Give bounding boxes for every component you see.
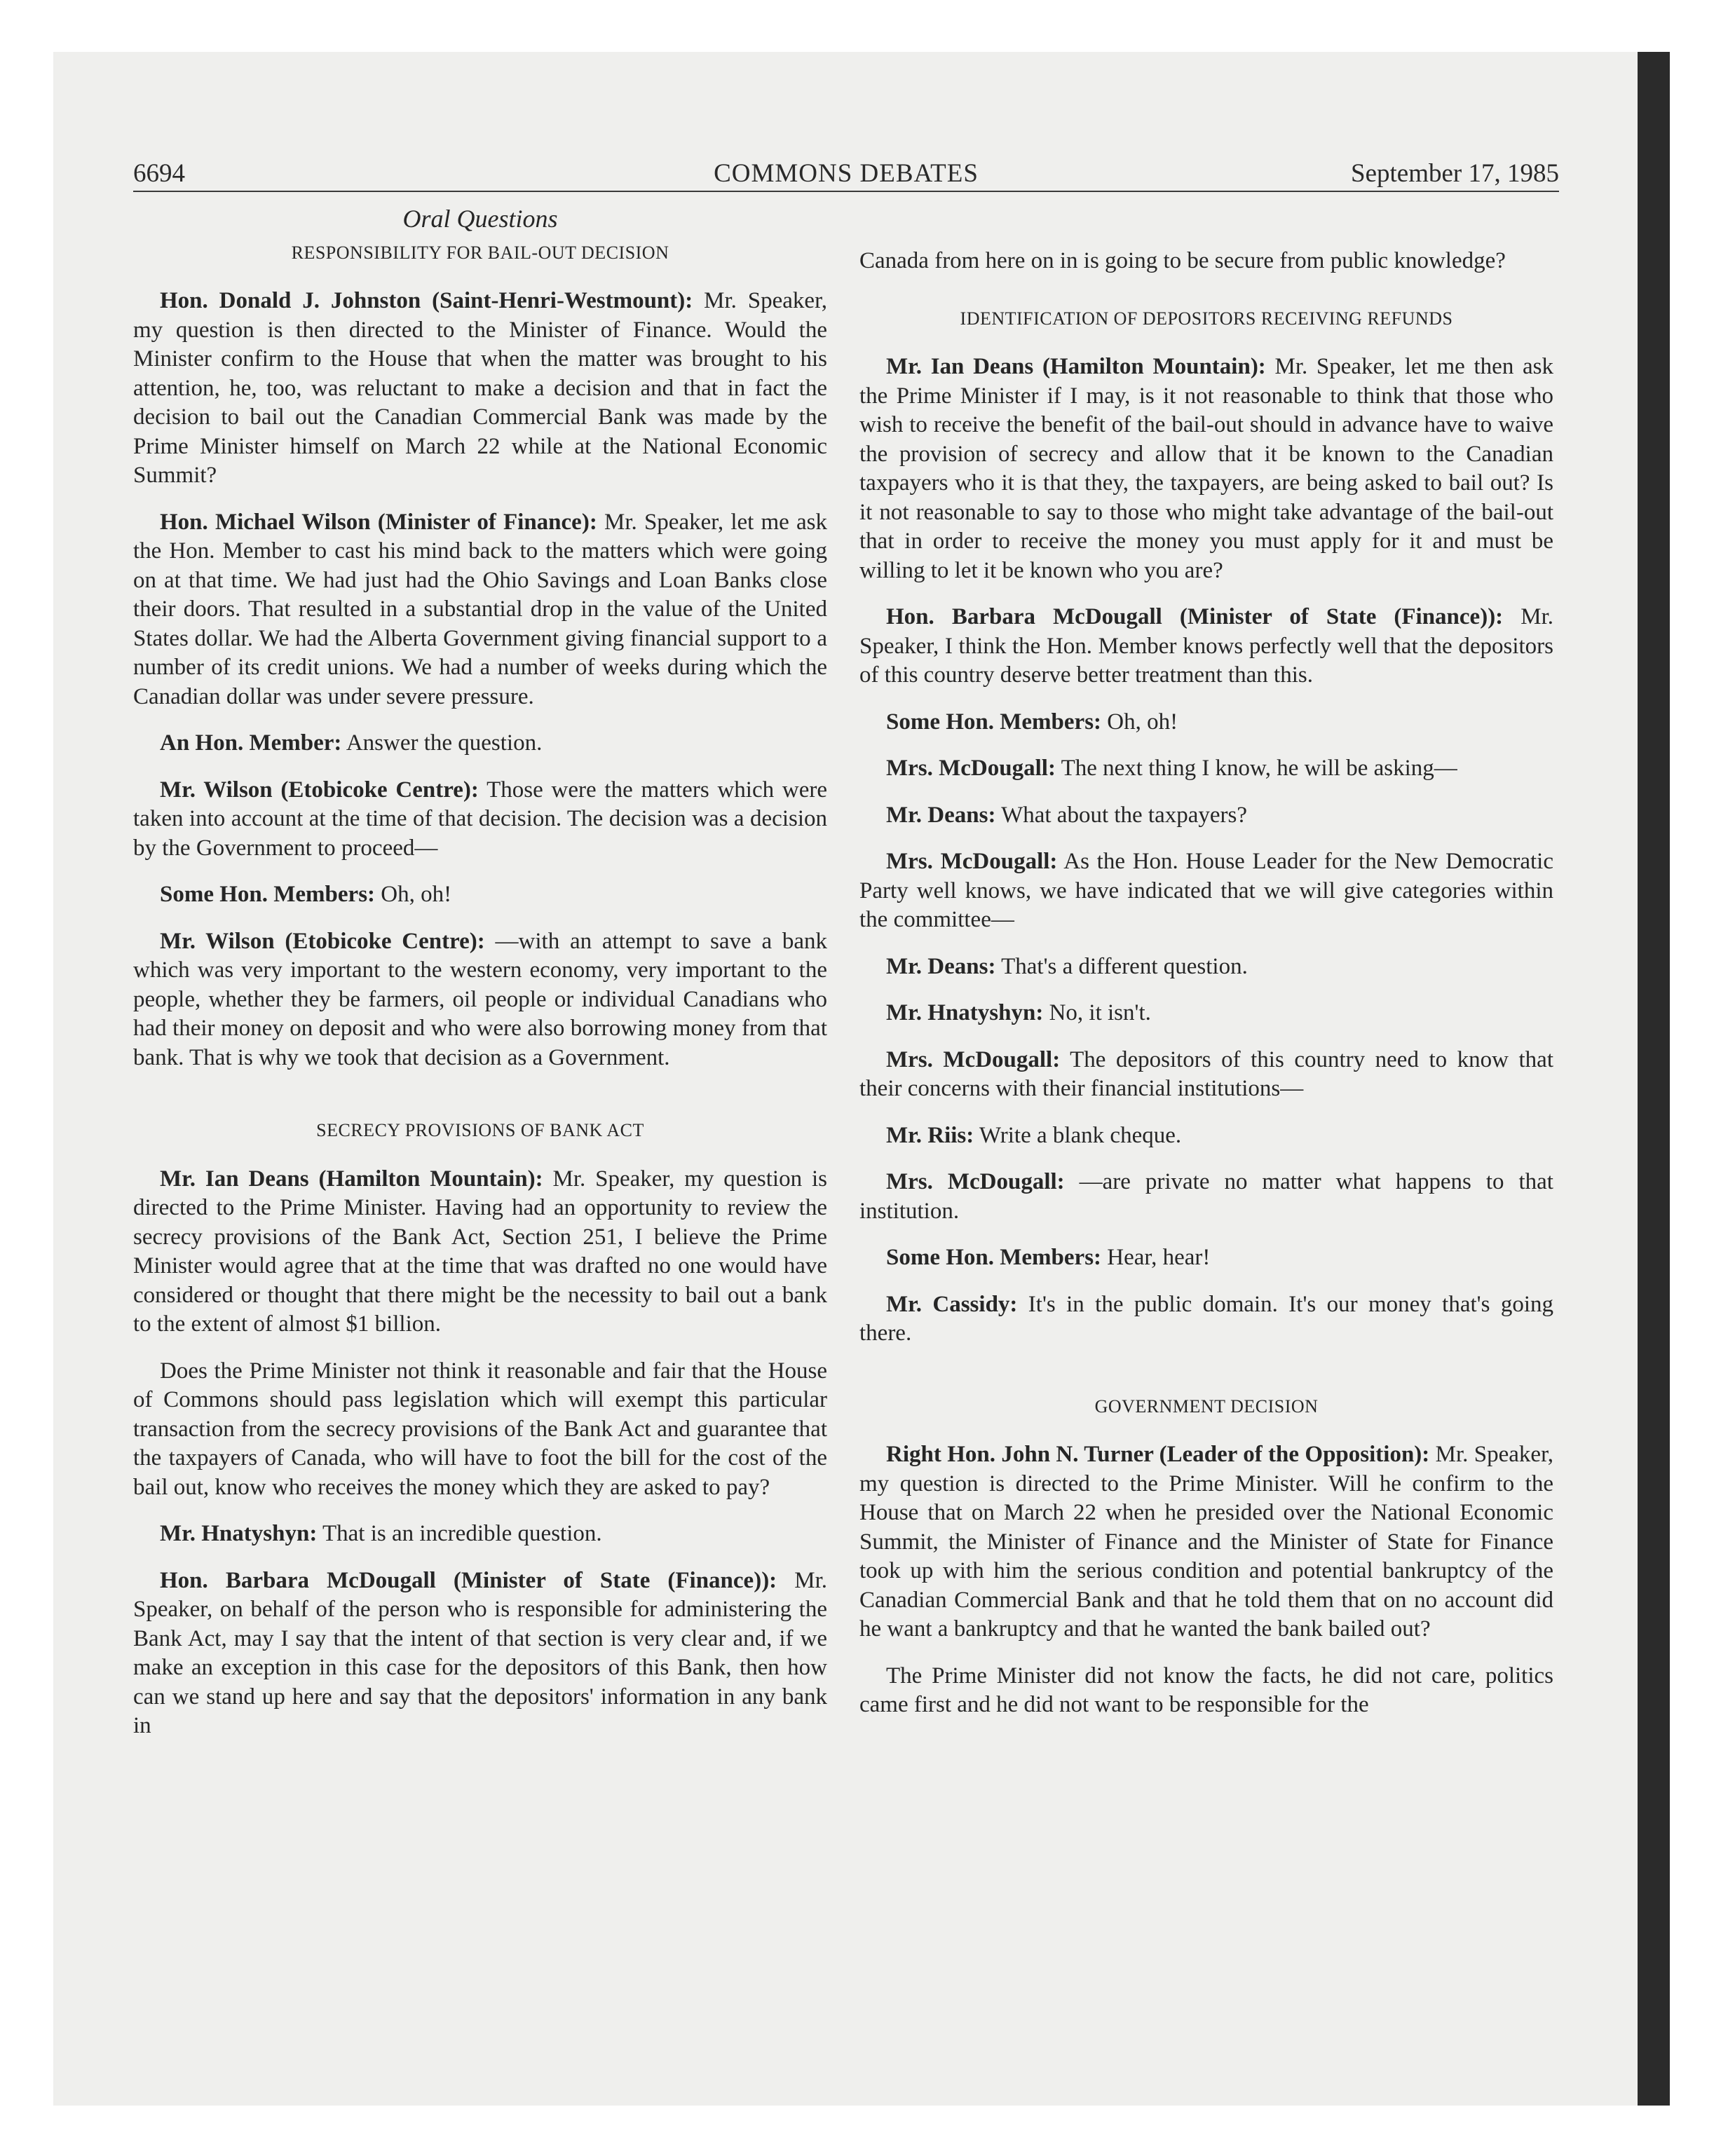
speaker-name: Right Hon. John N. Turner (Leader of the Opposition): [886,1442,1430,1467]
paragraph [133,1567,827,1741]
speech-text: Mr. Speaker, on behalf of the person who is responsible for administering the Bank Act, may I say that the intent of that section is very clear and, if we make an exception in this case for the depositors of this Bank, then how can we stand up here and say that the depositors' information in any bank in [133,1567,828,1738]
speech-text: Mr. Speaker, I think the Hon. Member knows perfectly well that the depositors of this country deserve better treatment than this. [859,604,1554,688]
speaker-name: Some Hon. Members: [886,709,1102,735]
speaker-name: Mrs. McDougall: [886,849,1058,874]
speech-text: —are private no matter what happens to that institution. [859,1169,1553,1224]
speech-text: Mr. Speaker, let me ask the Hon. Member to cast his mind back to the matters which were going on at that time. We had just had the Ohio Savings and Loan Banks close their doors. That resulted in a substantial drop in the value of the United States dollar. We had the Alberta Government giving financial support to a number of its credit unions. We had a number of weeks during which the Canadian dollar was under severe pressure. [133,509,827,709]
speaker-name: Mr. Wilson (Etobicoke Centre): [160,928,485,954]
paragraph [133,776,827,864]
paragraph [133,880,827,910]
section-heading: SECRECY PROVISIONS OF BANK ACT [316,1120,644,1140]
speaker-name: Some Hon. Members: [886,1245,1102,1270]
speech-text: Those were the matters which were taken into account at the time of that decision. The decision was a decision by the Government to proceed— [133,777,828,861]
paragraph [859,1168,1553,1226]
paragraph [133,1520,827,1549]
speaker-name: Mr. Ian Deans (Hamilton Mountain): [886,354,1266,379]
speech-text: Does the Prime Minister not think it reasonable and fair that the House of Commons should pass legislation which will exempt this particular transaction from the secrecy provisions of the Bank Act and guarantee that the taxpayers of Canada, who will have to foot the bill for the cost of the bail out, know who receives the money which they are asked to pay? [133,1358,827,1500]
speech-text: —with an attempt to save a bank which was very important to the western economy, very important to the people, whether they be farmers, oil people or individual Canadians who had their money on deposit and who were also borrowing money from that bank. That is why we took that decision as a Government. [133,928,827,1070]
speech-text: Mr. Speaker, let me then ask the Prime Minister if I may, is it not reasonable to think that those who wish to receive the benefit of the bail-out should in advance have to waive the provision of secrecy and allow that it be known to the Canadian taxpayers who it is that they, the taxpayers, are being asked to bail out? Is it not reasonable to say to those who might take advantage of the bail-out that in order to receive the money you must apply for it and must be willing to let it be known who you are? [859,354,1553,583]
section-heading: IDENTIFICATION OF DEPOSITORS RECEIVING REFUNDS [960,308,1453,329]
speaker-name: Hon. Michael Wilson (Minister of Finance): [160,509,597,535]
paragraph [133,1357,827,1503]
speech-text: Oh, oh! [375,882,452,907]
speech-text: The next thing I know, he will be asking— [1055,756,1457,781]
speaker-name: Hon. Barbara McDougall (Minister of State (Finance)): [160,1567,777,1593]
speaker-name: Mr. Deans: [886,802,996,828]
paragraph [859,1046,1553,1104]
page-number: 6694 [133,159,185,188]
speaker-name: Mrs. McDougall: [886,1046,1061,1072]
publication-title: COMMONS DEBATES [714,159,979,188]
page-header [133,156,1559,192]
paragraph [859,801,1553,831]
paragraph [859,603,1553,690]
speaker-name: Mr. Hnatyshyn: [160,1521,318,1546]
paragraph [859,754,1553,784]
speaker-name: Mr. Wilson (Etobicoke Centre): [160,777,479,803]
paragraph [859,1440,1553,1644]
speech-text: That is an incredible question. [317,1521,602,1546]
paragraph [133,508,827,712]
binding-edge [1638,52,1670,2106]
speech-text: Write a blank cheque. [974,1122,1182,1148]
left-column [133,205,827,1759]
speech-text: What about the taxpayers? [995,802,1248,828]
speech-text: Hear, hear! [1101,1245,1211,1270]
paragraph [859,1243,1553,1273]
speech-text: Mr. Speaker, my question is directed to the Prime Minister. Having had an opportunity to review the secrecy provisions of the Bank Act, Section 251, I believe the Prime Minister would agree that at the time that was drafted no one would have considered or thought that there might be the necessity to bail out a bank to the extent of almost $1 billion. [133,1166,827,1337]
paragraph [859,999,1553,1028]
page-date: September 17, 1985 [1351,159,1559,188]
paragraph [859,353,1553,585]
speech-text: Oh, oh! [1101,709,1178,735]
speech-text: As the Hon. House Leader for the New Democratic Party well knows, we have indicated that we will give categories within the committee— [859,849,1553,932]
speech-text: No, it isn't. [1043,1000,1151,1025]
speech-text: The depositors of this country need to know that their concerns with their financial institutions— [859,1046,1553,1101]
paragraph [859,847,1553,935]
paragraph [133,729,827,758]
speaker-name: Mrs. McDougall: [886,756,1056,781]
speech-text: That's a different question. [995,953,1248,979]
speaker-name: Mrs. McDougall: [886,1169,1065,1194]
paragraph [859,953,1553,982]
speaker-name: Mr. Riis: [886,1122,974,1148]
paragraph [859,708,1553,737]
paragraph [859,1121,1553,1151]
speaker-name: Mr. Cassidy: [886,1291,1018,1317]
speech-text: Mr. Speaker, my question is directed to the Prime Minister. Will he confirm to the House that on March 22 when he presided over the National Economic Summit, the Minister of Finance and the Minister of State for Finance took up with him the serious condition and potential bankruptcy of the Canadian Commercial Bank and that he told them that on no account did he want a bankruptcy and that he wanted the bank bailed out? [859,1442,1553,1642]
speech-text: It's in the public domain. It's our money that's going there. [859,1291,1553,1346]
speech-text: Mr. Speaker, my question is then directed to the Minister of Finance. Would the Minister confirm to the House that when the matter was brought to his attention, he, too, was reluctant to make a decision and that in fact the decision to bail out the Canadian Commercial Bank was made by the Prime Minister himself on March 22 while at the National Economic Summit? [133,288,827,488]
paragraph [859,1662,1553,1720]
speaker-name: Mr. Ian Deans (Hamilton Mountain): [160,1166,543,1192]
paragraph [133,927,827,1073]
section-heading: GOVERNMENT DECISION [1094,1396,1319,1417]
paragraph [859,247,1553,276]
speech-text: The Prime Minister did not know the facts, he did not care, politics came first and he did not want to be responsible for the [859,1663,1553,1717]
paragraph [859,1290,1553,1349]
speaker-name: Hon. Barbara McDougall (Minister of State (Finance)): [886,604,1504,629]
speaker-name: Mr. Deans: [886,953,996,979]
speaker-name: Some Hon. Members: [160,882,376,907]
paragraph [133,1165,827,1339]
right-column [859,247,1553,1738]
section-heading: RESPONSIBILITY FOR BAIL-OUT DECISION [291,242,669,263]
speech-text: Canada from here on in is going to be secure from public knowledge? [859,248,1506,273]
section-rubric: Oral Questions [402,205,558,233]
speaker-name: Hon. Donald J. Johnston (Saint-Henri-Westmount): [160,288,693,313]
speaker-name: Mr. Hnatyshyn: [886,1000,1044,1025]
speaker-name: An Hon. Member: [160,730,342,756]
speech-text: Answer the question. [341,730,543,756]
paragraph [133,287,827,491]
